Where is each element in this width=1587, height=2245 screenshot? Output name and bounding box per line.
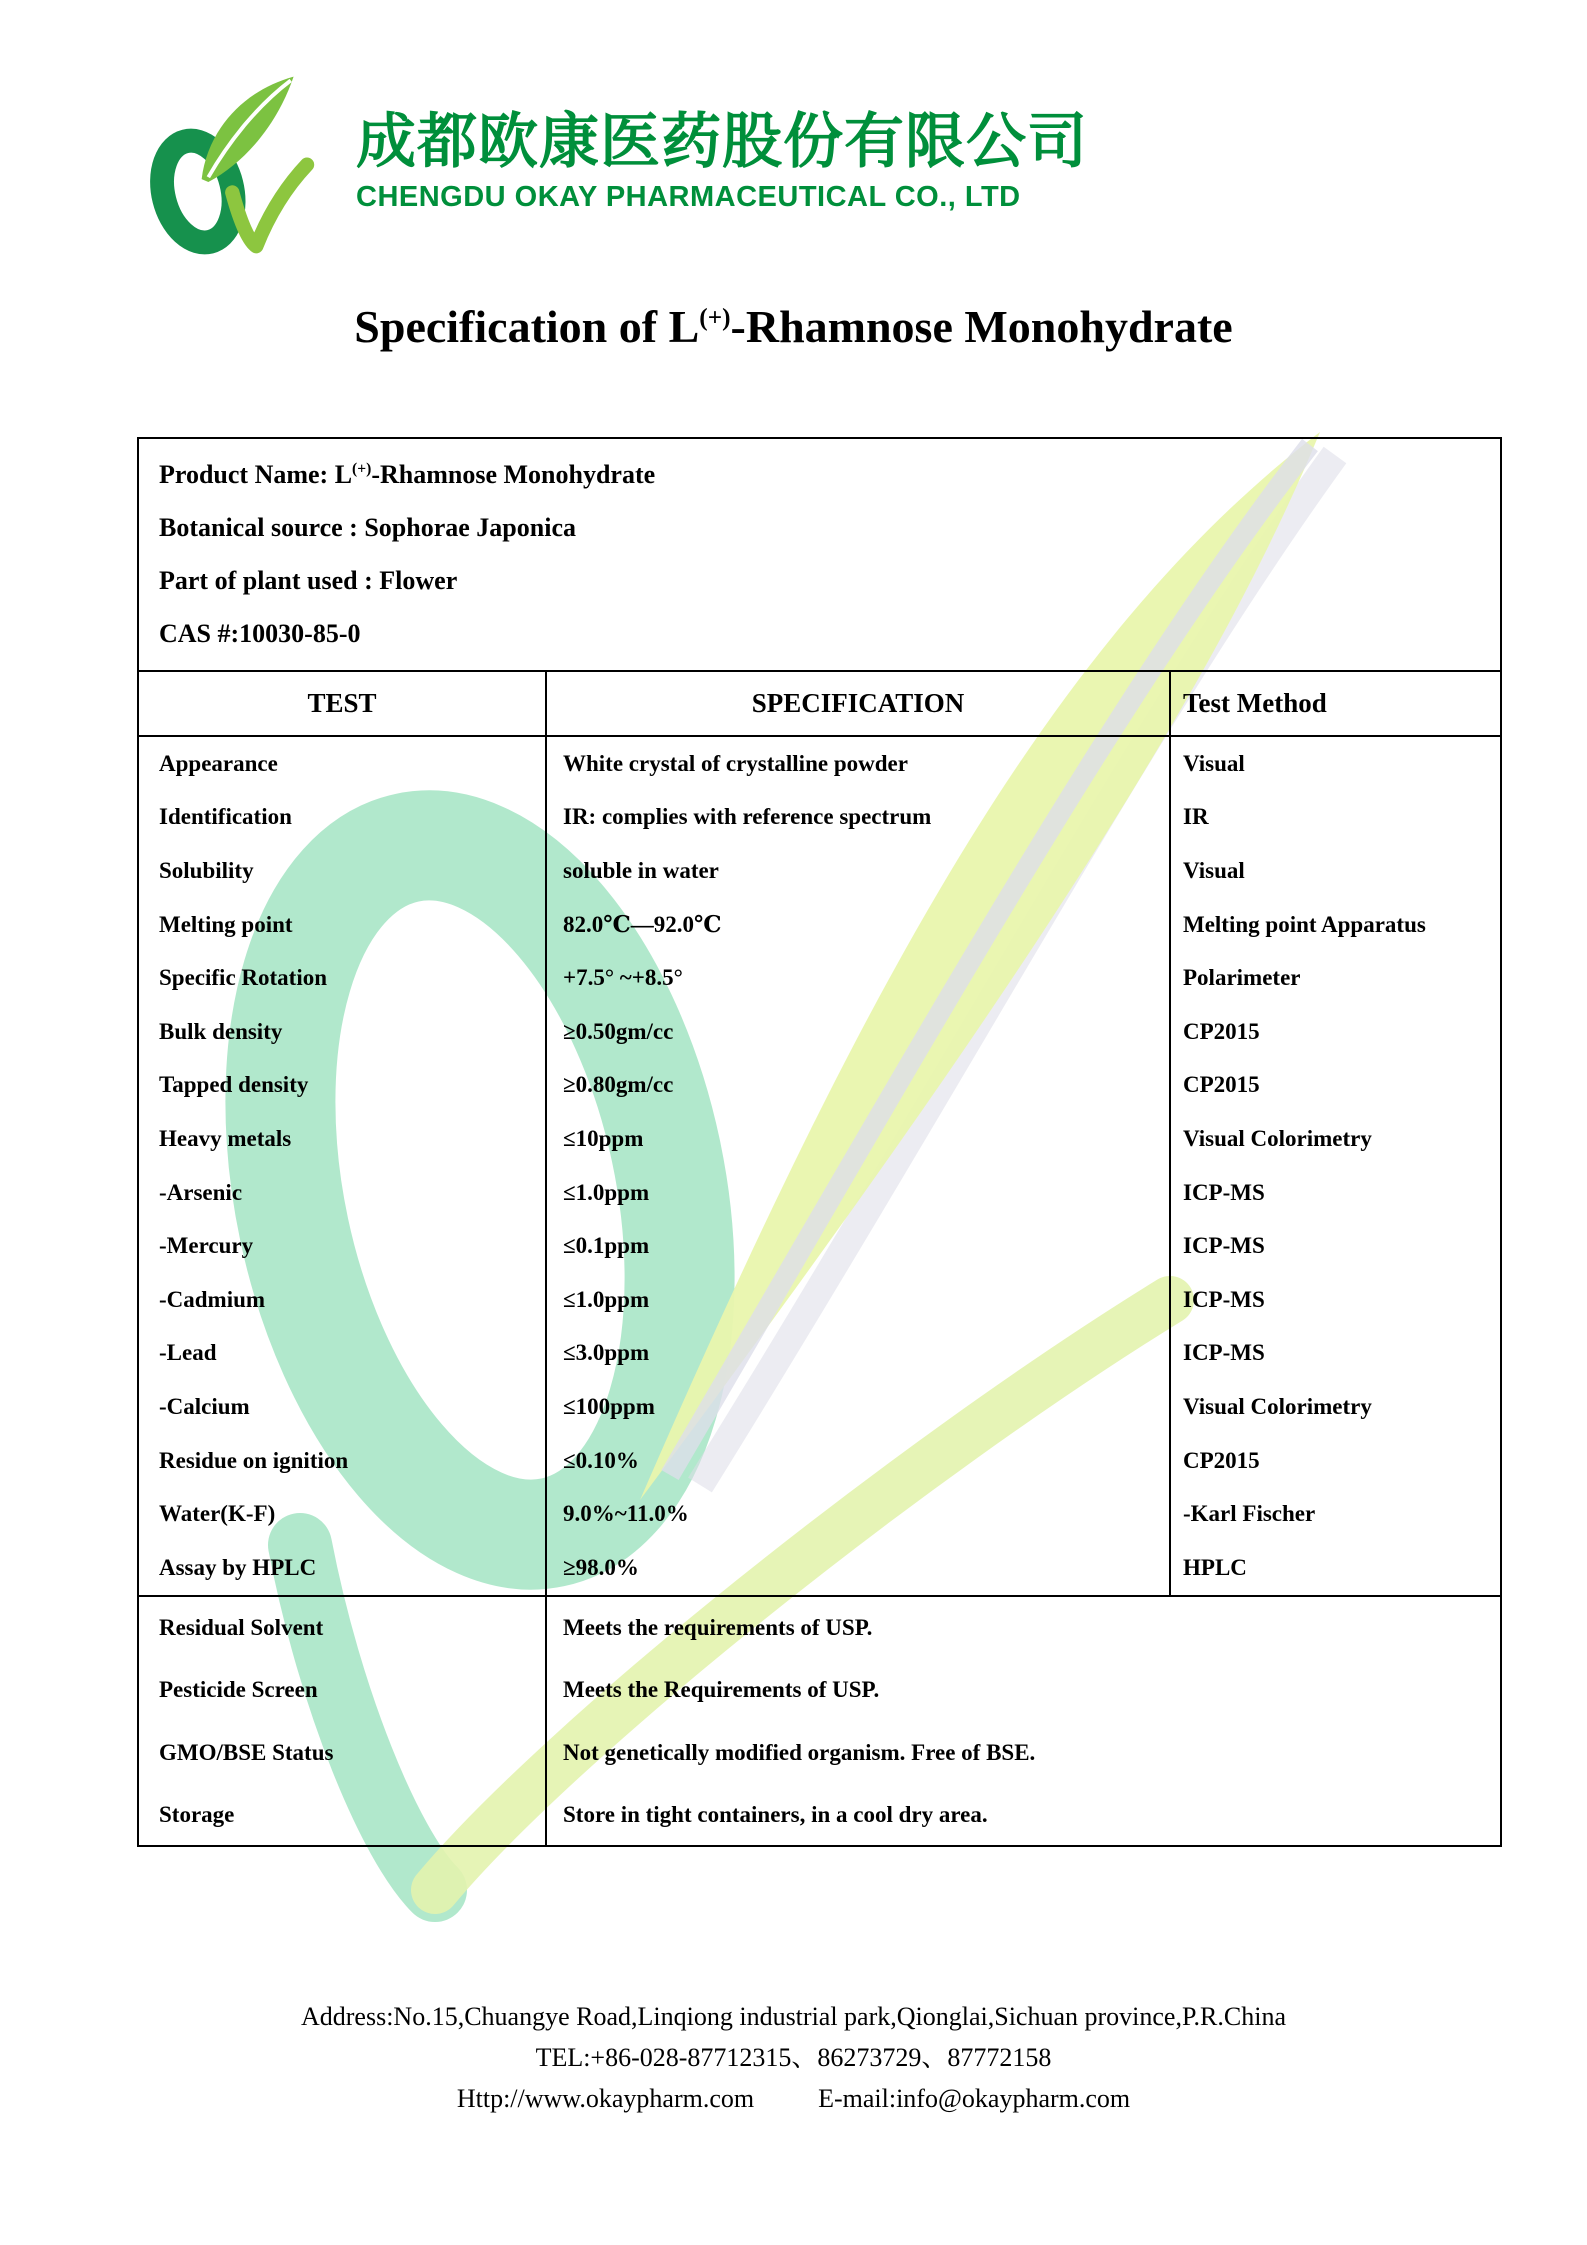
test-method-cell: Visual	[1183, 750, 1245, 776]
spec-table-header	[137, 672, 1502, 737]
company-name-cn: 成都欧康医药股份有限公司	[356, 108, 1088, 175]
cas-number-line: CAS #:10030-85-0	[159, 618, 361, 648]
page-title-suffix: -Rhamnose Monohydrate	[730, 301, 1233, 352]
extra-specification-cell: Store in tight containers, in a cool dry area.	[563, 1802, 988, 1828]
specification-cell: soluble in water	[563, 857, 719, 883]
contact-footer	[0, 1996, 1587, 2119]
botanical-source-line: Botanical source : Sophorae Japonica	[159, 513, 576, 543]
specification-cell: ≤10ppm	[563, 1125, 644, 1151]
test-name-cell: Bulk density	[159, 1018, 283, 1044]
test-method-cell: Polarimeter	[1183, 965, 1301, 991]
specification-cell: +7.5° ~+8.5°	[563, 965, 683, 991]
test-name-cell: -Mercury	[159, 1233, 254, 1259]
test-name-cell: Solubility	[159, 857, 254, 883]
test-name-cell: Water(K-F)	[159, 1501, 276, 1527]
extra-specification-cell: Meets the Requirements of USP.	[563, 1677, 880, 1703]
website-url: Http://www.okaypharm.com	[456, 2084, 755, 2113]
specification-cell: ≤1.0ppm	[563, 1286, 650, 1312]
test-method-cell: ICP-MS	[1183, 1286, 1265, 1312]
specification-cell: ≤0.10%	[563, 1447, 639, 1473]
extra-test-column	[139, 1597, 545, 1847]
test-method-cell: CP2015	[1183, 1447, 1260, 1473]
extra-specification-column	[545, 1597, 1500, 1847]
specification-cell: ≥0.50gm/cc	[563, 1018, 674, 1044]
test-name-cell: Assay by HPLC	[159, 1554, 317, 1580]
specification-cell: ≥0.80gm/cc	[563, 1072, 674, 1098]
product-name-line	[159, 460, 1490, 490]
test-method-cell: Visual Colorimetry	[1183, 1393, 1372, 1419]
test-name-cell: Melting point	[159, 911, 293, 937]
test-method-cell: HPLC	[1183, 1554, 1247, 1580]
web-email-line	[0, 2078, 1587, 2119]
test-method-cell: Visual	[1183, 857, 1245, 883]
specification-cell: White crystal of crystalline powder	[563, 750, 908, 776]
test-name-cell: Tapped density	[159, 1072, 309, 1098]
specification-cell: ≤0.1ppm	[563, 1233, 650, 1259]
specification-cell: ≤1.0ppm	[563, 1179, 650, 1205]
extra-specification-cell: Meets the requirements of USP.	[563, 1614, 873, 1640]
address-line: Address:No.15,Chuangye Road,Linqiong industrial park,Qionglai,Sichuan province,P.R.China	[301, 2002, 1286, 2031]
specification-cell: ≥98.0%	[563, 1554, 639, 1580]
additional-requirements-section	[137, 1597, 1502, 1847]
test-name-cell: Specific Rotation	[159, 965, 328, 991]
extra-test-name-cell: Pesticide Screen	[159, 1677, 318, 1703]
test-method-cell: ICP-MS	[1183, 1340, 1265, 1366]
specification-cell: ≤3.0ppm	[563, 1340, 650, 1366]
test-name-cell: Identification	[159, 804, 292, 830]
extra-test-name-cell: Storage	[159, 1802, 235, 1828]
test-method-cell: Melting point Apparatus	[1183, 911, 1426, 937]
test-method-cell: CP2015	[1183, 1018, 1260, 1044]
header-cell-specification: SPECIFICATION	[545, 672, 1169, 735]
test-name-cell: -Cadmium	[159, 1286, 266, 1312]
telephone-line: TEL:+86-028-87712315、86273729、87772158	[535, 2043, 1052, 2072]
extra-specification-cell: Not genetically modified organism. Free of BSE.	[563, 1739, 1036, 1765]
specification-sheet	[137, 437, 1502, 1847]
test-method-cell: IR	[1183, 804, 1209, 830]
product-name-superscript: (+)	[352, 460, 372, 478]
email-address: E-mail:info@okaypharm.com	[818, 2084, 1131, 2113]
product-info-box	[137, 437, 1502, 672]
specification-column	[545, 737, 1169, 1595]
header-cell-test-method: Test Method	[1169, 672, 1500, 735]
brand-header	[148, 70, 1088, 270]
test-name-cell: Appearance	[159, 750, 278, 776]
test-method-cell: ICP-MS	[1183, 1179, 1265, 1205]
test-name-cell: -Arsenic	[159, 1179, 243, 1205]
page-title-superscript: (+)	[699, 303, 731, 332]
extra-test-name-cell: GMO/BSE Status	[159, 1739, 334, 1765]
page-title-prefix: Specification of L	[354, 301, 700, 352]
specification-cell: IR: complies with reference spectrum	[563, 804, 932, 830]
test-name-cell: Residue on ignition	[159, 1447, 349, 1473]
test-name-cell: -Calcium	[159, 1393, 250, 1419]
product-name-label: Product Name:	[159, 460, 329, 490]
page-title	[0, 300, 1587, 353]
test-name-cell: -Lead	[159, 1340, 217, 1366]
product-name-suffix: -Rhamnose Monohydrate	[371, 460, 656, 490]
company-name-en: CHENGDU OKAY PHARMACEUTICAL CO., LTD	[356, 181, 1021, 213]
test-method-cell: Visual Colorimetry	[1183, 1125, 1372, 1151]
spec-table-body	[137, 737, 1502, 1597]
plant-part-line: Part of plant used : Flower	[159, 565, 458, 595]
test-method-cell: CP2015	[1183, 1072, 1260, 1098]
test-method-cell: ICP-MS	[1183, 1233, 1265, 1259]
specification-cell: 9.0%~11.0%	[563, 1501, 689, 1527]
specification-cell: 82.0℃—92.0℃	[563, 912, 722, 938]
extra-test-name-cell: Residual Solvent	[159, 1614, 324, 1640]
test-column	[139, 737, 545, 1595]
test-method-column	[1169, 737, 1500, 1595]
test-name-cell: Heavy metals	[159, 1125, 292, 1151]
test-method-cell: -Karl Fischer	[1183, 1501, 1316, 1527]
product-name-prefix: L	[328, 460, 353, 490]
company-logo-icon	[148, 70, 330, 270]
company-name-block	[356, 70, 1088, 270]
header-cell-test: TEST	[307, 688, 377, 718]
specification-cell: ≤100ppm	[563, 1393, 655, 1419]
